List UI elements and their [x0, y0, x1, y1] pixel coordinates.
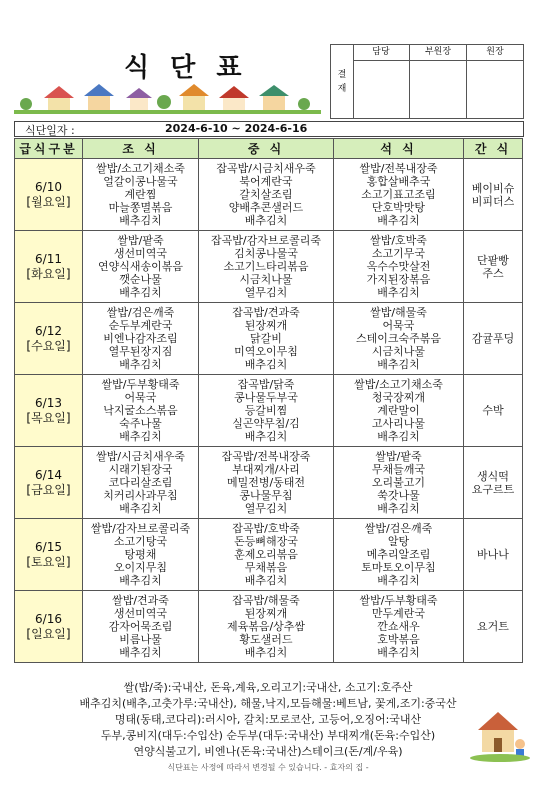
menu-item: 비피더스 [471, 194, 515, 208]
menu-item: 배추김치 [377, 502, 420, 515]
menu-item: 요구르트 [471, 482, 515, 496]
menu-item: 고사리나물 [371, 417, 426, 430]
menu-item: 소고기무국 [371, 247, 426, 260]
menu-item: 배추김치 [119, 430, 162, 443]
day-weekday: [목요일] [26, 410, 71, 425]
snack-cell [464, 159, 523, 231]
breakfast-cell [83, 519, 199, 591]
menu-item: 양배추콘샐러드 [228, 201, 304, 214]
menu-item: 계란찜 [124, 188, 157, 201]
origin-line: 명태(동태,코다리):러시아, 갈치:모로코산, 고등어,오징어:국내산 [114, 713, 422, 726]
breakfast-cell [83, 447, 199, 519]
dinner-cell [334, 231, 464, 303]
dinner-cell [334, 519, 464, 591]
menu-item: 닭갈비 [250, 332, 282, 345]
menu-item: 만두계란국 [371, 607, 426, 620]
date-bar [14, 121, 524, 137]
day-weekday: [일요일] [26, 626, 71, 641]
menu-item: 메밀전병/동태전 [226, 476, 306, 489]
day-weekday: [토요일] [26, 554, 71, 569]
menu-item: 메추리알조림 [366, 548, 431, 561]
dinner-cell [334, 591, 464, 663]
menu-header-row [15, 139, 523, 159]
menu-item: 등갈비찜 [244, 404, 288, 417]
page-title: 식 단 표 [124, 53, 248, 83]
menu-item: 감자어묵조림 [108, 620, 173, 633]
menu-item: 감귤푸딩 [471, 332, 515, 345]
menu-item: 쌀밥/시금치새우죽 [96, 450, 185, 463]
menu-item: 쌀밥/전복내장죽 [359, 162, 438, 175]
approval-col-staff: 담당 [353, 45, 410, 118]
approval-side-label: 결 재 [331, 45, 354, 118]
menu-item: 생선미역국 [113, 247, 168, 260]
day-date: 6/10 [35, 179, 62, 194]
menu-item: 주스 [482, 266, 504, 280]
menu-row [15, 231, 523, 303]
menu-item: 숙주나물 [119, 417, 162, 430]
breakfast-cell [83, 591, 199, 663]
menu-item: 배추김치 [377, 286, 420, 299]
menu-item: 비엔나감자조림 [103, 332, 178, 345]
menu-table [14, 138, 523, 663]
origin-line: 쌀(밥/죽):국내산, 돈육,계육,오리고기:국내산, 소고기:호주산 [123, 681, 413, 694]
snack-cell [464, 591, 523, 663]
menu-item: 열무김치 [244, 502, 288, 515]
menu-item: 시래기된장국 [108, 463, 173, 476]
dinner-cell [334, 303, 464, 375]
breakfast-cell [83, 231, 199, 303]
menu-item: 가지된장볶음 [366, 273, 431, 286]
menu-row [15, 159, 523, 231]
menu-item: 쌀밥/두부황태죽 [359, 594, 438, 607]
date-range: 2024-6-10 ~ 2024-6-16 [165, 122, 308, 135]
menu-item: 생선미역국 [113, 607, 168, 620]
menu-item: 배추김치 [119, 214, 162, 227]
menu-item: 홍합살배추국 [366, 175, 431, 188]
menu-item: 배추김치 [377, 358, 420, 371]
day-weekday: [금요일] [26, 482, 71, 497]
approval-box [330, 44, 524, 119]
menu-item: 베이비슈 [471, 181, 515, 195]
menu-item: 요거트 [477, 620, 509, 633]
col-header-dinner: 석 식 [334, 139, 464, 159]
menu-item: 배추김치 [244, 214, 288, 227]
menu-item: 콩나물무침 [239, 489, 293, 502]
menu-item: 잡곡밥/해물죽 [232, 594, 300, 607]
family-illustration [470, 700, 530, 762]
menu-item: 황도샐러드 [239, 633, 293, 646]
menu-item: 시금치나물 [239, 273, 293, 286]
menu-item: 잡곡밥/호박죽 [232, 522, 300, 535]
approval-col-director: 원장 [467, 45, 523, 118]
lunch-cell [199, 159, 334, 231]
menu-item: 잡곡밥/감자브로콜리죽 [211, 234, 321, 247]
menu-row [15, 447, 523, 519]
menu-item: 쌀밥/소고기채소죽 [354, 378, 443, 391]
menu-item: 순두부계란국 [108, 319, 173, 332]
menu-item: 된장찌개 [244, 319, 288, 332]
menu-item: 김치콩나물국 [234, 247, 298, 260]
menu-item: 생식떡 [477, 469, 509, 483]
breakfast-cell [83, 375, 199, 447]
menu-item: 잡곡밥/전복내장죽 [221, 450, 311, 463]
day-date: 6/12 [35, 323, 62, 338]
day-date: 6/11 [35, 251, 62, 266]
menu-item: 깻순나물 [119, 273, 162, 286]
menu-item: 시금치나물 [371, 345, 426, 358]
menu-item: 쌀밥/팥죽 [117, 234, 164, 247]
snack-cell [464, 231, 523, 303]
menu-item: 어묵국 [124, 391, 157, 404]
menu-item: 쌀밥/검은깨죽 [364, 522, 433, 535]
lunch-cell [199, 375, 334, 447]
menu-item: 배추김치 [119, 574, 162, 587]
menu-item: 배추김치 [119, 502, 162, 515]
dinner-cell [334, 375, 464, 447]
col-header-snack: 간 식 [464, 139, 523, 159]
menu-item: 무채볶음 [244, 561, 288, 574]
menu-item: 탕평채 [124, 548, 157, 561]
menu-item: 연양식새송이볶음 [97, 260, 183, 273]
menu-item: 잡곡밥/시금치새우죽 [216, 162, 316, 175]
menu-item: 쌀밥/견과죽 [112, 594, 169, 607]
menu-item: 무채들깨국 [371, 463, 426, 476]
menu-item: 열무김치 [244, 286, 288, 299]
origin-line: 연양식불고기, 비엔나(돈육:국내산)스테이크(돈/계/우육) [133, 745, 403, 758]
menu-item: 소고기탕국 [113, 535, 168, 548]
menu-item: 단팥빵 [477, 253, 509, 267]
menu-item: 쌀밥/두부황태죽 [101, 378, 180, 391]
menu-item: 마늘쫑멸볶음 [108, 201, 173, 214]
lunch-cell [199, 303, 334, 375]
menu-item: 배추김치 [244, 646, 288, 659]
menu-row [15, 375, 523, 447]
menu-item: 배추김치 [377, 646, 420, 659]
col-header-day: 급식구분 [15, 139, 83, 159]
menu-item: 배추김치 [244, 358, 288, 371]
snack-cell [464, 519, 523, 591]
menu-item: 비름나물 [119, 633, 162, 646]
menu-item: 실곤약무침/김 [232, 417, 300, 430]
menu-item: 옥수수맛살전 [366, 260, 431, 273]
menu-item: 쌀밥/소고기채소죽 [96, 162, 185, 175]
menu-item: 부대찌개/사리 [232, 463, 300, 476]
lunch-cell [199, 591, 334, 663]
lunch-cell [199, 519, 334, 591]
menu-item: 쌀밥/호박죽 [370, 234, 427, 247]
menu-row [15, 591, 523, 663]
menu-item: 쌀밥/해물죽 [370, 306, 427, 319]
day-date: 6/14 [35, 467, 62, 482]
menu-item: 단호박맛탕 [371, 201, 426, 214]
header [14, 42, 321, 114]
menu-item: 낙지굴소스볶음 [103, 404, 178, 417]
snack-cell [464, 303, 523, 375]
day-weekday: [화요일] [26, 266, 71, 281]
day-date: 6/16 [35, 611, 62, 626]
menu-item: 스테이크숙주볶음 [355, 332, 441, 345]
menu-item: 미역오이무침 [234, 345, 298, 358]
village-illustration [14, 80, 321, 114]
menu-item: 배추김치 [377, 574, 420, 587]
menu-item: 배추김치 [244, 430, 288, 443]
menu-item: 소고기표고조림 [361, 188, 436, 201]
menu-item: 제육볶음/상추쌈 [226, 620, 306, 633]
day-weekday: [월요일] [26, 194, 71, 209]
lunch-cell [199, 231, 334, 303]
menu-item: 바나나 [477, 548, 509, 561]
menu-item: 치커리사과무침 [103, 489, 178, 502]
menu-item: 오리불고기 [371, 476, 426, 489]
day-cell [15, 231, 83, 303]
day-cell [15, 303, 83, 375]
menu-item: 훈제오리볶음 [234, 548, 298, 561]
menu-item: 청국장찌개 [371, 391, 426, 404]
day-weekday: [수요일] [26, 338, 71, 353]
menu-item: 갈치살조림 [239, 188, 293, 201]
menu-item: 된장찌개 [244, 607, 288, 620]
menu-item: 코다리살조림 [108, 476, 173, 489]
breakfast-cell [83, 159, 199, 231]
menu-item: 쌀밥/감자브로콜리죽 [90, 522, 191, 535]
day-cell [15, 519, 83, 591]
menu-item: 알탕 [387, 535, 410, 548]
menu-item: 얼갈이콩나물국 [103, 175, 178, 188]
snack-cell [464, 447, 523, 519]
day-date: 6/15 [35, 539, 62, 554]
menu-item: 배추김치 [119, 286, 162, 299]
menu-item: 쌀밥/검은깨죽 [106, 306, 175, 319]
origin-line: 두부,콩비지(대두:수입산) 순두부(대두:국내산) 부대찌개(돈육:수입산) [100, 729, 436, 742]
breakfast-cell [83, 303, 199, 375]
menu-item: 열무된장지짐 [108, 345, 173, 358]
menu-item: 돈등뼈해장국 [234, 535, 298, 548]
dinner-cell [334, 159, 464, 231]
menu-item: 배추김치 [377, 430, 420, 443]
day-cell [15, 591, 83, 663]
menu-item: 오이지무침 [113, 561, 168, 574]
day-date: 6/13 [35, 395, 62, 410]
origin-line: 배추김치(배추,고춧가루:국내산), 해물,낙지,모듬해물:베트남, 꽃게,조기:중국산 [79, 697, 457, 710]
day-cell [15, 375, 83, 447]
dinner-cell [334, 447, 464, 519]
menu-item: 토마토오이무침 [361, 561, 436, 574]
snack-cell [464, 375, 523, 447]
menu-item: 배추김치 [119, 358, 162, 371]
col-header-lunch: 중 식 [199, 139, 334, 159]
menu-item: 소고기느타리볶음 [223, 260, 309, 273]
origin-info [14, 680, 522, 760]
menu-item: 어묵국 [382, 319, 415, 332]
menu-item: 깐쇼새우 [377, 620, 420, 633]
menu-item: 쌀밥/팥죽 [375, 450, 422, 463]
approval-col-vice-director: 부원장 [410, 45, 467, 118]
menu-item: 북어계란국 [239, 175, 293, 188]
menu-item: 배추김치 [119, 646, 162, 659]
day-cell [15, 159, 83, 231]
menu-item: 계란말이 [377, 404, 420, 417]
menu-item: 쑥갓나물 [377, 489, 420, 502]
menu-item: 배추김치 [244, 574, 288, 587]
col-header-breakfast: 조 식 [83, 139, 199, 159]
menu-item: 호박볶음 [377, 633, 420, 646]
menu-item: 콩나물두부국 [234, 391, 298, 404]
menu-row [15, 519, 523, 591]
date-label: 식단일자 : [25, 124, 75, 137]
day-cell [15, 447, 83, 519]
footer-note: 식단표는 사정에 따라서 변경될 수 있습니다. - 효자의 집 - [167, 763, 369, 772]
menu-item: 잡곡밥/견과죽 [232, 306, 300, 319]
lunch-cell [199, 447, 334, 519]
menu-item: 잡곡밥/닭죽 [237, 378, 295, 391]
menu-item: 수박 [482, 404, 504, 417]
menu-row [15, 303, 523, 375]
menu-item: 배추김치 [377, 214, 420, 227]
